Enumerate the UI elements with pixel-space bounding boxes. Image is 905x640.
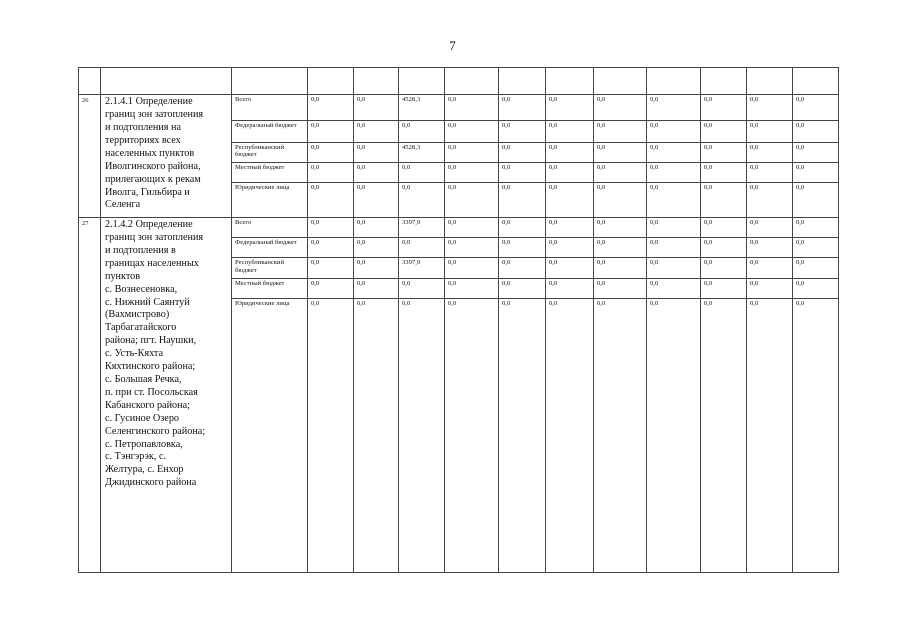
funding-value: 0,0 xyxy=(354,298,399,572)
funding-value: 0,0 xyxy=(793,142,839,162)
funding-value: 0,0 xyxy=(445,142,499,162)
header-cell xyxy=(747,68,793,95)
funding-value: 0,0 xyxy=(499,238,546,258)
funding-value: 0,0 xyxy=(647,162,701,182)
funding-source: Республиканский бюджет xyxy=(232,142,308,162)
header-cell xyxy=(793,68,839,95)
table-row xyxy=(79,218,839,238)
funding-value: 0,0 xyxy=(701,238,747,258)
table-row xyxy=(79,95,839,121)
funding-value: 0,0 xyxy=(445,95,499,121)
funding-value: 0,0 xyxy=(647,238,701,258)
funding-value: 0,0 xyxy=(701,182,747,217)
funding-value: 0,0 xyxy=(594,142,647,162)
funding-value: 0,0 xyxy=(793,121,839,142)
funding-value: 0,0 xyxy=(499,142,546,162)
funding-value: 0,0 xyxy=(546,121,594,142)
funding-value: 0,0 xyxy=(546,182,594,217)
funding-value: 0,0 xyxy=(747,238,793,258)
funding-value: 0,0 xyxy=(647,182,701,217)
measure-name-line: территориях всех xyxy=(105,134,181,146)
funding-value: 0,0 xyxy=(793,162,839,182)
funding-value: 0,0 xyxy=(445,278,499,298)
funding-value: 0,0 xyxy=(747,95,793,121)
measure-name-line: (Вахмистрово) xyxy=(105,309,170,321)
financing-table xyxy=(78,67,839,573)
funding-value: 0,0 xyxy=(399,121,445,142)
funding-value: 0,0 xyxy=(594,95,647,121)
funding-value: 0,0 xyxy=(399,238,445,258)
measure-name-line: с. Нижний Саянтуй xyxy=(105,296,190,308)
measure-name-line: Селенгинского района; xyxy=(105,425,206,437)
funding-value: 0,0 xyxy=(701,162,747,182)
funding-value: 0,0 xyxy=(701,218,747,238)
funding-value: 0,0 xyxy=(701,278,747,298)
funding-value: 0,0 xyxy=(793,278,839,298)
funding-source: Федеральный бюджет xyxy=(232,238,308,258)
funding-value: 0,0 xyxy=(445,298,499,572)
measure-name-line: с. Петропавловка, xyxy=(105,438,183,450)
funding-value: 0,0 xyxy=(499,182,546,217)
funding-value: 0,0 xyxy=(354,162,399,182)
funding-value: 0,0 xyxy=(354,121,399,142)
funding-value: 0,0 xyxy=(354,142,399,162)
funding-value: 0,0 xyxy=(747,162,793,182)
funding-value: 0,0 xyxy=(793,258,839,278)
measure-name-line: и подтопления в xyxy=(105,244,176,256)
funding-value: 0,0 xyxy=(308,162,354,182)
funding-value: 0,0 xyxy=(594,162,647,182)
header-row xyxy=(79,68,839,95)
funding-value: 0,0 xyxy=(747,182,793,217)
funding-value: 0,0 xyxy=(308,142,354,162)
funding-value: 0,0 xyxy=(499,121,546,142)
funding-value: 0,0 xyxy=(546,258,594,278)
funding-value: 0,0 xyxy=(445,218,499,238)
header-cell xyxy=(499,68,546,95)
funding-value: 0,0 xyxy=(308,182,354,217)
funding-value: 0,0 xyxy=(747,121,793,142)
funding-value: 0,0 xyxy=(308,218,354,238)
row-number: 27 xyxy=(79,218,101,573)
header-cell xyxy=(546,68,594,95)
funding-value: 0,0 xyxy=(308,238,354,258)
header-cell xyxy=(701,68,747,95)
funding-value: 0,0 xyxy=(399,298,445,572)
funding-value: 0,0 xyxy=(354,278,399,298)
funding-value: 0,0 xyxy=(594,121,647,142)
funding-value: 0,0 xyxy=(701,142,747,162)
measure-name-line: с. Усть-Кяхта xyxy=(105,348,164,360)
measure-name-line: 2.1.4.1 Определение xyxy=(105,96,193,108)
funding-value: 0,0 xyxy=(647,258,701,278)
funding-value: 0,0 xyxy=(546,95,594,121)
funding-value: 0,0 xyxy=(793,218,839,238)
header-cell xyxy=(594,68,647,95)
funding-value: 0,0 xyxy=(399,182,445,217)
measure-name-line: 2.1.4.2 Определение xyxy=(105,219,193,231)
funding-value: 0,0 xyxy=(647,121,701,142)
measure-name-line: с. Гусиное Озеро xyxy=(105,412,180,424)
funding-value: 0,0 xyxy=(308,258,354,278)
measure-name-line: Селенга xyxy=(105,199,141,211)
funding-value: 0,0 xyxy=(308,278,354,298)
funding-value: 0,0 xyxy=(546,142,594,162)
funding-value: 0,0 xyxy=(747,142,793,162)
funding-value: 0,0 xyxy=(647,218,701,238)
measure-name-line: района; пгт. Наушки, xyxy=(105,335,197,347)
funding-value: 0,0 xyxy=(354,258,399,278)
funding-value: 0,0 xyxy=(499,258,546,278)
funding-value: 0,0 xyxy=(354,238,399,258)
funding-value: 0,0 xyxy=(499,162,546,182)
funding-source: Юридические лица xyxy=(232,182,308,217)
funding-value: 0,0 xyxy=(399,162,445,182)
funding-value: 0,0 xyxy=(793,238,839,258)
header-cell xyxy=(232,68,308,95)
funding-value: 0,0 xyxy=(499,95,546,121)
funding-source: Всего xyxy=(232,95,308,121)
measure-name xyxy=(101,218,232,573)
measure-name-line: границ зон затопления xyxy=(105,232,204,244)
measure-name-line: Кяхтинского района; xyxy=(105,361,196,373)
funding-value: 3397,9 xyxy=(399,218,445,238)
funding-source: Всего xyxy=(232,218,308,238)
funding-source: Юридические лица xyxy=(232,298,308,572)
funding-value: 0,0 xyxy=(308,121,354,142)
funding-value: 0,0 xyxy=(594,298,647,572)
funding-value: 0,0 xyxy=(747,218,793,238)
funding-value: 0,0 xyxy=(499,298,546,572)
funding-source: Местный бюджет xyxy=(232,278,308,298)
funding-value: 0,0 xyxy=(445,238,499,258)
measure-name-line: и подтопления на xyxy=(105,122,182,134)
measure-name-line: границ зон затопления xyxy=(105,109,204,121)
header-cell xyxy=(79,68,101,95)
funding-value: 0,0 xyxy=(647,278,701,298)
measure-name-line: Джидинского района xyxy=(105,477,197,489)
measure-name-line: населенных пунктов xyxy=(105,147,195,159)
measure-name-line: Желтура, с. Енхор xyxy=(105,464,184,476)
funding-source: Федеральный бюджет xyxy=(232,121,308,142)
measure-name-line: с. Большая Речка, xyxy=(105,374,182,386)
funding-value: 0,0 xyxy=(308,95,354,121)
header-cell xyxy=(354,68,399,95)
row-number: 26 xyxy=(79,95,101,218)
header-cell xyxy=(445,68,499,95)
header-cell xyxy=(399,68,445,95)
funding-source: Местный бюджет xyxy=(232,162,308,182)
funding-value: 0,0 xyxy=(445,182,499,217)
funding-value: 0,0 xyxy=(701,95,747,121)
funding-value: 0,0 xyxy=(445,162,499,182)
funding-value: 0,0 xyxy=(793,298,839,572)
measure-name-line: прилегающих к рекам xyxy=(105,173,201,185)
funding-value: 0,0 xyxy=(793,182,839,217)
funding-value: 0,0 xyxy=(354,182,399,217)
funding-value: 0,0 xyxy=(647,95,701,121)
funding-value: 0,0 xyxy=(354,95,399,121)
measure-name-line: с. Тэнгэрэк, с. xyxy=(105,451,167,463)
header-cell xyxy=(101,68,232,95)
funding-value: 4528,3 xyxy=(399,142,445,162)
funding-value: 0,0 xyxy=(546,218,594,238)
funding-value: 0,0 xyxy=(594,218,647,238)
funding-value: 0,0 xyxy=(594,258,647,278)
funding-value: 0,0 xyxy=(647,142,701,162)
measure-name-line: Кабанского района; xyxy=(105,399,190,411)
funding-value: 4528,3 xyxy=(399,95,445,121)
header-cell xyxy=(308,68,354,95)
funding-value: 0,0 xyxy=(594,238,647,258)
funding-value: 0,0 xyxy=(445,258,499,278)
funding-value: 0,0 xyxy=(747,258,793,278)
measure-name-line: границах населенных xyxy=(105,257,199,269)
funding-value: 0,0 xyxy=(793,95,839,121)
funding-value: 0,0 xyxy=(546,278,594,298)
funding-value: 0,0 xyxy=(701,121,747,142)
funding-value: 0,0 xyxy=(499,218,546,238)
funding-value: 0,0 xyxy=(701,298,747,572)
measure-name-line: с. Вознесеновка, xyxy=(105,283,178,295)
funding-value: 3397,9 xyxy=(399,258,445,278)
measure-name-line: Иволга, Гильбира и xyxy=(105,186,190,198)
funding-value: 0,0 xyxy=(445,121,499,142)
page-number: 7 xyxy=(449,38,456,53)
funding-value: 0,0 xyxy=(546,238,594,258)
measure-name-line: п. при ст. Посольская xyxy=(105,386,198,398)
funding-value: 0,0 xyxy=(546,162,594,182)
funding-value: 0,0 xyxy=(594,182,647,217)
measure-name-line: пунктов xyxy=(105,270,141,282)
funding-value: 0,0 xyxy=(701,258,747,278)
funding-value: 0,0 xyxy=(399,278,445,298)
funding-value: 0,0 xyxy=(747,298,793,572)
funding-value: 0,0 xyxy=(594,278,647,298)
funding-value: 0,0 xyxy=(647,298,701,572)
measure-name xyxy=(101,95,232,218)
funding-value: 0,0 xyxy=(499,278,546,298)
funding-source: Республиканский бюджет xyxy=(232,258,308,278)
measure-name-line: Тарбагатайского xyxy=(105,322,177,334)
header-cell xyxy=(647,68,701,95)
funding-value: 0,0 xyxy=(747,278,793,298)
funding-value: 0,0 xyxy=(354,218,399,238)
funding-value: 0,0 xyxy=(308,298,354,572)
funding-value: 0,0 xyxy=(546,298,594,572)
measure-name-line: Иволгинского района, xyxy=(105,160,201,172)
